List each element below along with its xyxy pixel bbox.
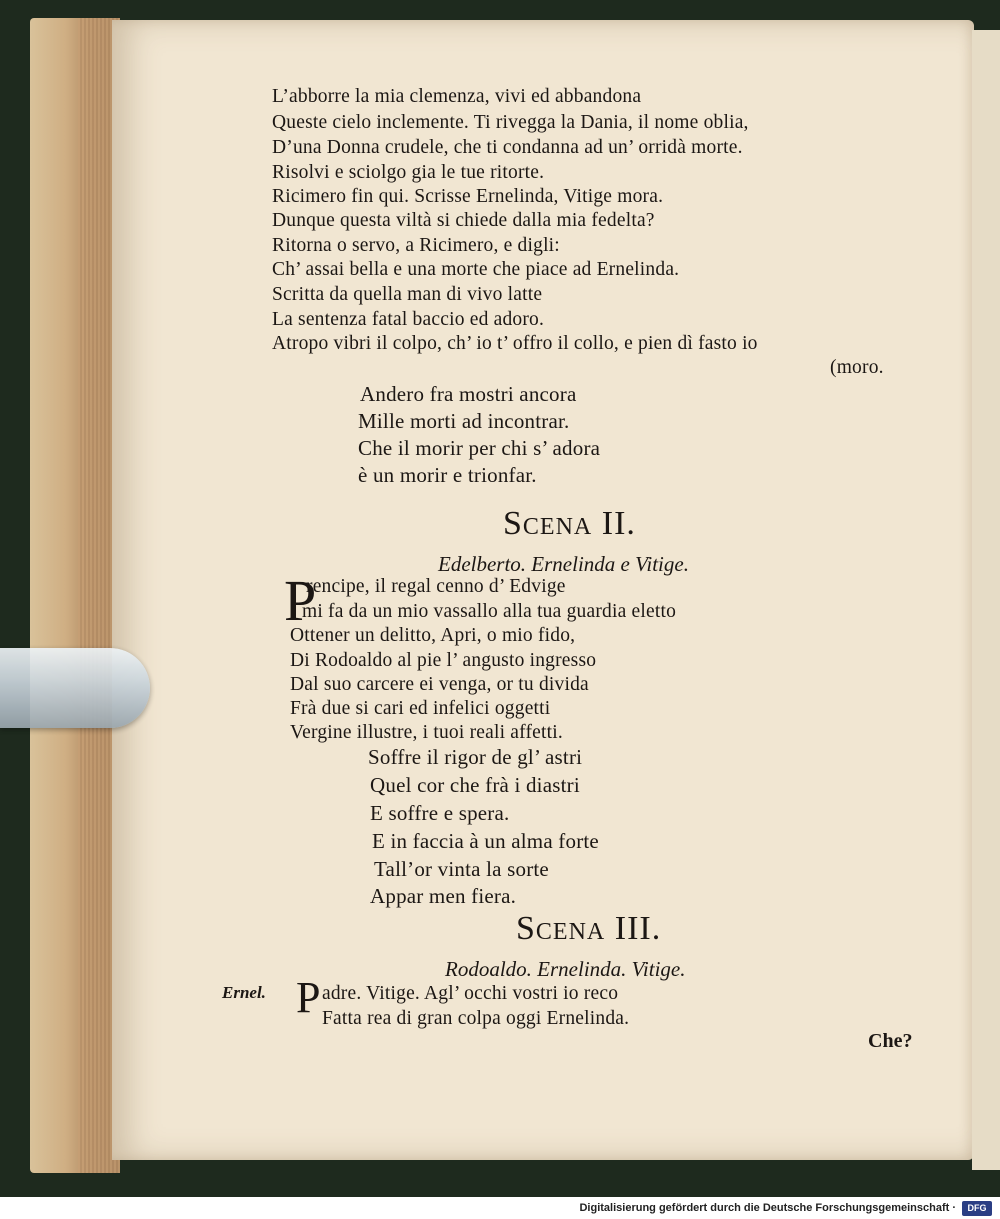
text-line: rencipe, il regal cenno d’ Edvige	[306, 576, 566, 597]
text-line: Dal suo carcere ei venga, or tu divida	[290, 674, 589, 695]
text-line: Atropo vibri il colpo, ch’ io t’ offro il collo, e pien dì fasto io	[272, 333, 758, 354]
book-fore-edge	[30, 18, 120, 1173]
text-line: mi fa da un mio vassallo alla tua guardia eletto	[302, 601, 677, 622]
text-line: Fatta rea di gran colpa oggi Ernelinda.	[322, 1008, 630, 1029]
text-line: Ch’ assai bella e una morte che piace ad Ernelinda.	[272, 259, 680, 280]
verse-line: Soffre il rigor de gl’ astri	[368, 745, 583, 769]
text-line: La sentenza fatal baccio ed adoro.	[272, 309, 545, 330]
text-line: Ottener un delitto, Apri, o mio fido,	[290, 625, 576, 646]
verse-line: è un morir e trionfar.	[358, 463, 537, 487]
text-line: Di Rodoaldo al pie l’ angusto ingresso	[290, 650, 597, 671]
facing-page-edge	[972, 30, 1000, 1170]
drop-cap: P	[296, 973, 321, 1022]
scene-characters: Rodoaldo. Ernelinda. Vitige.	[445, 957, 686, 981]
verse-line: Andero fra mostri ancora	[360, 382, 577, 406]
text-line: Ricimero fin qui. Scrisse Ernelinda, Vitige mora.	[272, 186, 664, 207]
text-line: adre. Vitige. Agl’ occhi vostri io reco	[322, 983, 619, 1004]
scene-heading: Scena II.	[503, 505, 636, 542]
speaker-label: Ernel.	[222, 983, 266, 1002]
verse-line: Mille morti ad incontrar.	[358, 409, 570, 433]
text-line: Dunque questa viltà si chiede dalla mia fedelta?	[272, 210, 655, 231]
scene-characters: Edelberto. Ernelinda e Vitige.	[438, 552, 689, 576]
text-line: Frà due si cari ed infelici oggetti	[290, 698, 551, 719]
verse-line: Quel cor che frà i diastri	[370, 773, 580, 797]
text-line: L’abborre la mia clemenza, vivi ed abbandona	[272, 86, 642, 107]
drop-cap: P	[284, 568, 317, 633]
page-clip	[0, 648, 150, 728]
text-line: Scritta da quella man di vivo latte	[272, 284, 543, 305]
scene-heading: Scena III.	[516, 910, 662, 947]
verse-line: E in faccia à un alma forte	[372, 829, 599, 853]
verse-line: Che il morir per chi s’ adora	[358, 436, 601, 460]
digitization-credit: Digitalisierung gefördert durch die Deutsche Forschungsgemeinschaft ·	[579, 1202, 956, 1214]
text-line: Risolvi e sciolgo gia le tue ritorte.	[272, 162, 545, 183]
dfg-logo: DFG	[962, 1201, 992, 1216]
text-line-continuation: (moro.	[830, 357, 884, 378]
catchword: Che?	[868, 1030, 913, 1052]
text-line: Vergine illustre, i tuoi reali affetti.	[290, 722, 563, 743]
verse-line: Tall’or vinta la sorte	[374, 857, 549, 881]
text-line: D’una Donna crudele, che ti condanna ad un’ orridà morte.	[272, 137, 743, 158]
verse-line: Appar men fiera.	[370, 884, 517, 908]
text-line: Queste cielo inclemente. Ti rivegga la Dania, il nome oblia,	[272, 112, 749, 133]
verse-line: E soffre e spera.	[370, 801, 510, 825]
text-line: Ritorna o servo, a Ricimero, e digli:	[272, 235, 560, 256]
